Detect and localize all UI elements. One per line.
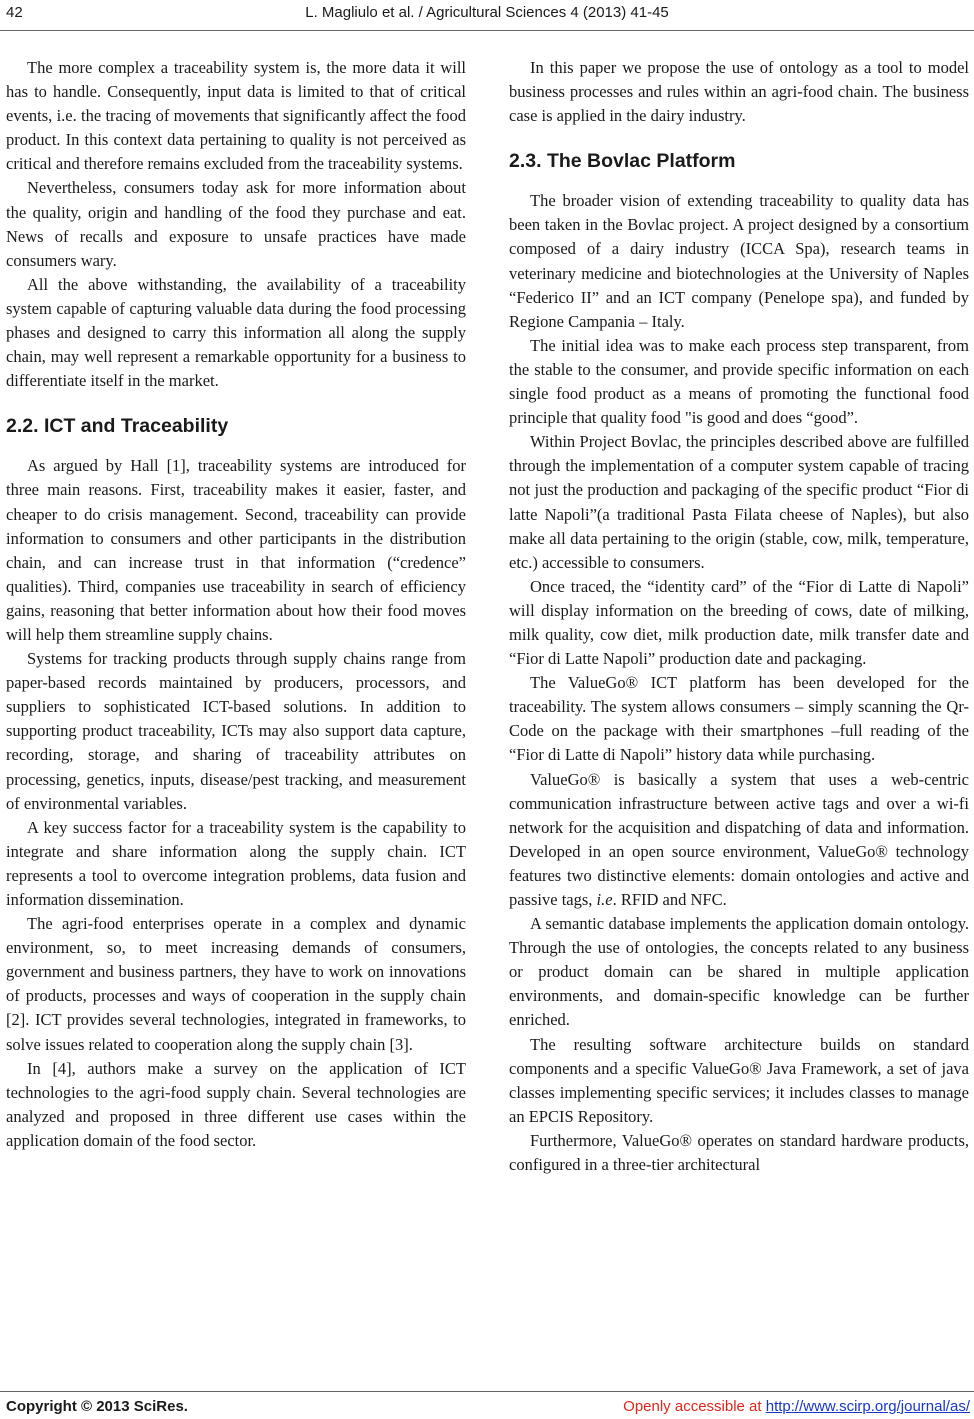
section-heading-ict-traceability: 2.2. ICT and Traceability (6, 415, 229, 438)
section-heading-bovlac-platform: 2.3. The Bovlac Platform (509, 150, 736, 173)
journal-link[interactable]: http://www.scirp.org/journal/as/ (765, 1398, 970, 1415)
paragraph: The resulting software architecture builds on standard components and a specific ValueGo® Java Framework, a set of java classes implementing specific services; it includes classes to manage an EPCIS Repository. (509, 1034, 969, 1126)
paragraph: The ValueGo® ICT platform has been developed for the traceability. The system allows consumers – simply scanning the Qr-Code on the package with their smartphones –full reading of the “Fior di Latte di Napoli” history data while purchasing. (509, 673, 969, 765)
italic-ie: i.e (596, 890, 613, 909)
paragraph: Nevertheless, consumers today ask for more information about the quality, origin and handling of the food they purchase and eat. News of recalls and exposure to unsafe practices have made consumers wary. (6, 178, 466, 270)
paragraph-text: . RFID and NFC. (612, 890, 727, 909)
paragraph: Systems for tracking products through supply chains range from paper-based records maintained by producers, processors, and suppliers to sophisticated ICT-based solutions. In addition to supporting product traceability, ICTs may also support data capture, recording, storage, and sharing of traceability attributes on processing, genetics, inputs, disease/pest tracking, and measurement of environmental variables. (6, 649, 466, 813)
access-text: Openly accessible at (623, 1398, 766, 1415)
header-rule (0, 30, 974, 31)
paragraph (509, 768, 969, 913)
paragraph: The broader vision of extending traceability to quality data has been taken in the Bovlac project. A project designed by a consortium composed of a dairy industry (ICCA Spa), research teams in veterinary medicine and biotechnologies at the University of Naples “Federico II” and an ICT company (Penelope spa), and funded by Regione Campania – Italy. (509, 191, 969, 331)
footer-rule (0, 1391, 974, 1392)
paragraph: In [4], authors make a survey on the application of ICT technologies to the agri-food supply chain. Several technologies are analyzed and proposed in three different use cases within the application domain of the food sector. (6, 1058, 466, 1150)
left-column (6, 56, 466, 1153)
paragraph: The agri-food enterprises operate in a complex and dynamic environment, so, to meet increasing demands of consumers, government and business partners, they have to work on innovations of products, processes and ways of cooperation in the supply chain [2]. ICT provides several technologies, integrated in frameworks, to solve issues related to cooperation along the supply chain [3]. (6, 914, 466, 1054)
paragraph: Once traced, the “identity card” of the “Fior di Latte di Napoli” will display information on the breeding of cows, date of milking, milk quality, cow diet, milk production date, milk transfer date and “Fior di Latte Napoli” production date and packaging. (509, 576, 969, 669)
paragraph: The initial idea was to make each process step transparent, from the stable to the consumer, and provide specific information on each single food product as a means of promoting the functional food principle that quality food "is good and does “good”. (509, 335, 969, 428)
paragraph-text: ValueGo® is basically a system that uses a web-centric communication infrastructure between active tags and over a wi-fi network for the acquisition and dispatching of data and information. Developed in an open source environment, ValueGo® technology features two distinctive elements: domain ontologies and active and passive tags, (509, 769, 969, 909)
right-column (509, 56, 969, 1177)
running-head: L. Magliulo et al. / Agricultural Sciences 4 (2013) 41-45 (305, 4, 669, 21)
paragraph: A key success factor for a traceability system is the capability to integrate and share information along the supply chain. ICT represents a tool to overcome integration problems, data fusion and information dissemination. (6, 817, 466, 909)
paragraph: Furthermore, ValueGo® operates on standard hardware products, configured in a three-tier architectural (509, 1130, 969, 1175)
paragraph: A semantic database implements the application domain ontology. Through the use of ontologies, the concepts related to any business or product domain can be shared in multiple application environments, and domain-specific knowledge can be further enriched. (509, 914, 969, 1030)
paragraph: Within Project Bovlac, the principles described above are fulfilled through the implementation of a computer system capable of tracing not just the production and packaging of the specific product “Fior di latte Napoli”(a traditional Pasta Filata cheese of Naples), but also make all data pertaining to the origin (stable, cow, milk, temperature, etc.) accessible to consumers. (509, 432, 969, 572)
copyright-notice: Copyright © 2013 SciRes. (6, 1398, 188, 1415)
paragraph: As argued by Hall [1], traceability systems are introduced for three main reasons. First, traceability makes it easier, faster, and cheaper to do crisis management. Second, traceability can provide information to consumers and other participants in the distribution chain, and can increase trust in that information (“credence” qualities). Third, companies use traceability in search of efficiency gains, reasoning that better information about how their food moves will help them streamline supply chains. (6, 456, 466, 644)
page-number: 42 (6, 4, 23, 21)
paragraph: In this paper we propose the use of ontology as a tool to model business processes and rules within an agri-food chain. The business case is applied in the dairy industry. (509, 58, 969, 126)
paragraph: The more complex a traceability system is, the more data it will has to handle. Consequently, input data is limited to that of critical events, i.e. the tracing of movements that significantly affect the food product. In this context data pertaining to quality is not perceived as critical and therefore remains excluded from the traceability systems. (6, 58, 466, 174)
paragraph: All the above withstanding, the availability of a traceability system capable of capturing valuable data during the food processing phases and designed to carry this information all along the supply chain, may well represent a remarkable opportunity for a business to differentiate itself in the market. (6, 274, 466, 391)
open-access-notice (623, 1398, 970, 1415)
